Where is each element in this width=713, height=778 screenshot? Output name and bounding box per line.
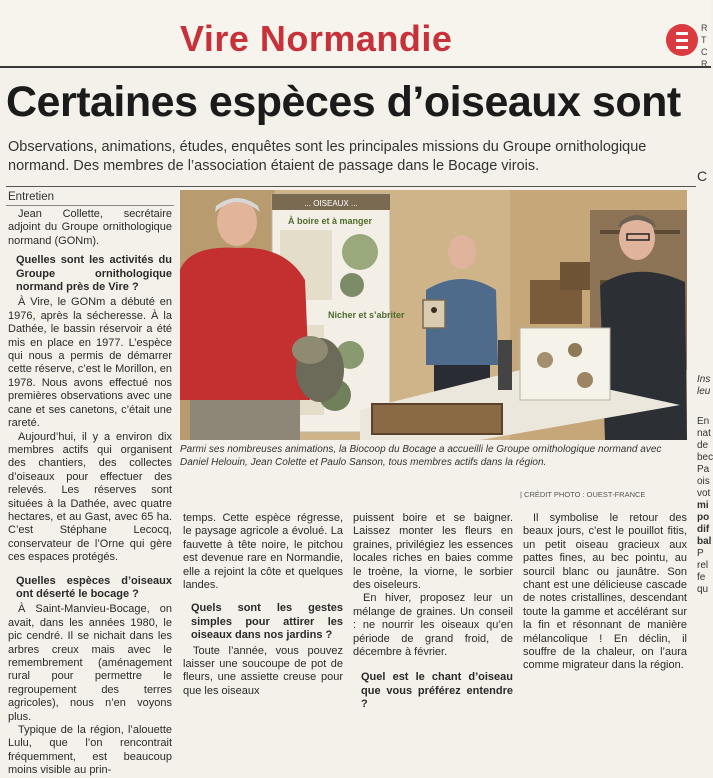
intro-paragraph: Jean Collette, secrétaire adjoint du Groupe ornithologique normand (GONm). — [8, 208, 172, 247]
article-kicker: Entretien — [8, 191, 55, 203]
article-lede: Observations, animations, études, enquêtes sont les principales missions du Groupe ornithologique normand. Des membres de l’association étaient de passage dans le Bocage virois. — [8, 139, 647, 174]
adjacent-article-fragment: C Ins leu En nat de bec Pa ois vot mi po dif bal P rel fe qu — [697, 190, 711, 670]
question-heading: Quelles sont les activités du Groupe ornithologique normand près de Vire ? — [16, 254, 172, 294]
bird-nest-box — [423, 300, 445, 328]
poster-section-2: Nicher et s’abriter — [328, 310, 405, 320]
article-column-2 — [183, 512, 343, 698]
photo-credit: | CRÉDIT PHOTO : OUEST-FRANCE — [520, 490, 646, 499]
answer-paragraph: Aujourd’hui, il y a environ dix membres actifs qui organisent des chantiers, des collectes d’oiseaux pour effectuer des relevés. Les réserves sont situées à la Dathée, avec quatre hectares, et au Gast, avec 65 ha. C’est Stéphane Lecocq, conservateur de l’Orne qui gère ces espaces protégés. — [8, 430, 172, 564]
bird-booklet — [520, 328, 610, 400]
answer-paragraph: Toute l’année, vous pouvez laisser une soucoupe de pot de fleurs, une assiette creuse pour que les oiseaux — [183, 644, 343, 697]
divider — [6, 205, 174, 206]
poster-header: ... OISEAUX ... — [304, 199, 358, 208]
answer-paragraph: À Saint-Manvieu-Bocage, on avait, dans les années 1980, le pic cendré. Il se nichait dans les arbres creux mais avec le remembrement (aménagement rural pour permettre le regroupement des terres agricoles), nous n’en voyons plus. — [8, 603, 172, 723]
answer-paragraph: Typique de la région, l’alouette Lulu, que l’on rencontrait fréquemment, est beaucoup moins visible au prin- — [8, 724, 172, 777]
article-column-3 — [353, 512, 513, 714]
answer-paragraph: temps. Cette espèce régresse, le paysage agricole a évolué. La fauvette à tête noire, le pitchou est devenue rare en Normandie, elle a rejoint la côte et quelques landes. — [183, 512, 343, 592]
answer-paragraph: puissent boire et se baigner. Laissez monter les fleurs en graines, privilégiez les essences locales riches en baies comme le troène, la viorne, le sorbier des oiseleurs. — [353, 512, 513, 592]
answer-paragraph: Il symbolise le retour des beaux jours, c’est le pouillot fitis, un petit oiseau gracieux aux pattes fines, au bec pointu, au sourcil blanc ou jaunâtre. Son chant est une délicieuse cascade de notes cristallines, descendant toute la gamme et accélérant sur la fin et résonnant de manière mélancolique ! En déclin, il souffre de la chaleur, on l’aura comme migrateur dans la région. — [523, 512, 687, 672]
photo-illustration — [180, 190, 687, 440]
answer-paragraph: À Vire, le GONm a débuté en 1976, après la sécheresse. À la Dathée, le bassin réservoir a été mis en place en 1977. L’espèce qui nous a permis de démarrer cette réserve, c’est le Morillon, en 1978. Nous avons effectué nos premières observations avec une cane et ses canetons, c’était une rareté. — [8, 296, 172, 430]
article-column-1 — [8, 208, 172, 778]
article-headline: Certaines espèces d’oiseaux sont — [6, 78, 681, 126]
poster-section-1: À boire et à manger — [288, 216, 373, 226]
section-title: Vire Normandie — [180, 18, 453, 59]
question-heading: Quelles espèces d’oiseaux ont déserté le bocage ? — [16, 574, 172, 600]
newspaper-logo-icon — [666, 24, 698, 56]
article-column-4 — [523, 512, 687, 673]
divider — [6, 186, 696, 187]
masthead-side-text: R T C R — [701, 23, 708, 69]
question-heading: Quel est le chant d’oiseau que vous préférez entendre ? — [361, 671, 513, 711]
display-tray — [372, 404, 502, 434]
person-red-sweater — [180, 248, 310, 400]
question-heading: Quels sont les gestes simples pour attirer les oiseaux dans nos jardins ? — [191, 602, 343, 642]
photo-caption: Parmi ses nombreuses animations, la Biocoop du Bocage a accueilli le Groupe ornithologique normand avec Daniel Helouin, Jean Colette et Paulo Sanson, tous membres actifs dans la région. — [180, 444, 662, 468]
article-photo — [180, 190, 687, 440]
answer-paragraph: En hiver, proposez leur un mélange de graines. Un conseil : ne nourrir les oiseaux qu’en période de grand froid, de décembre à février. — [353, 592, 513, 659]
